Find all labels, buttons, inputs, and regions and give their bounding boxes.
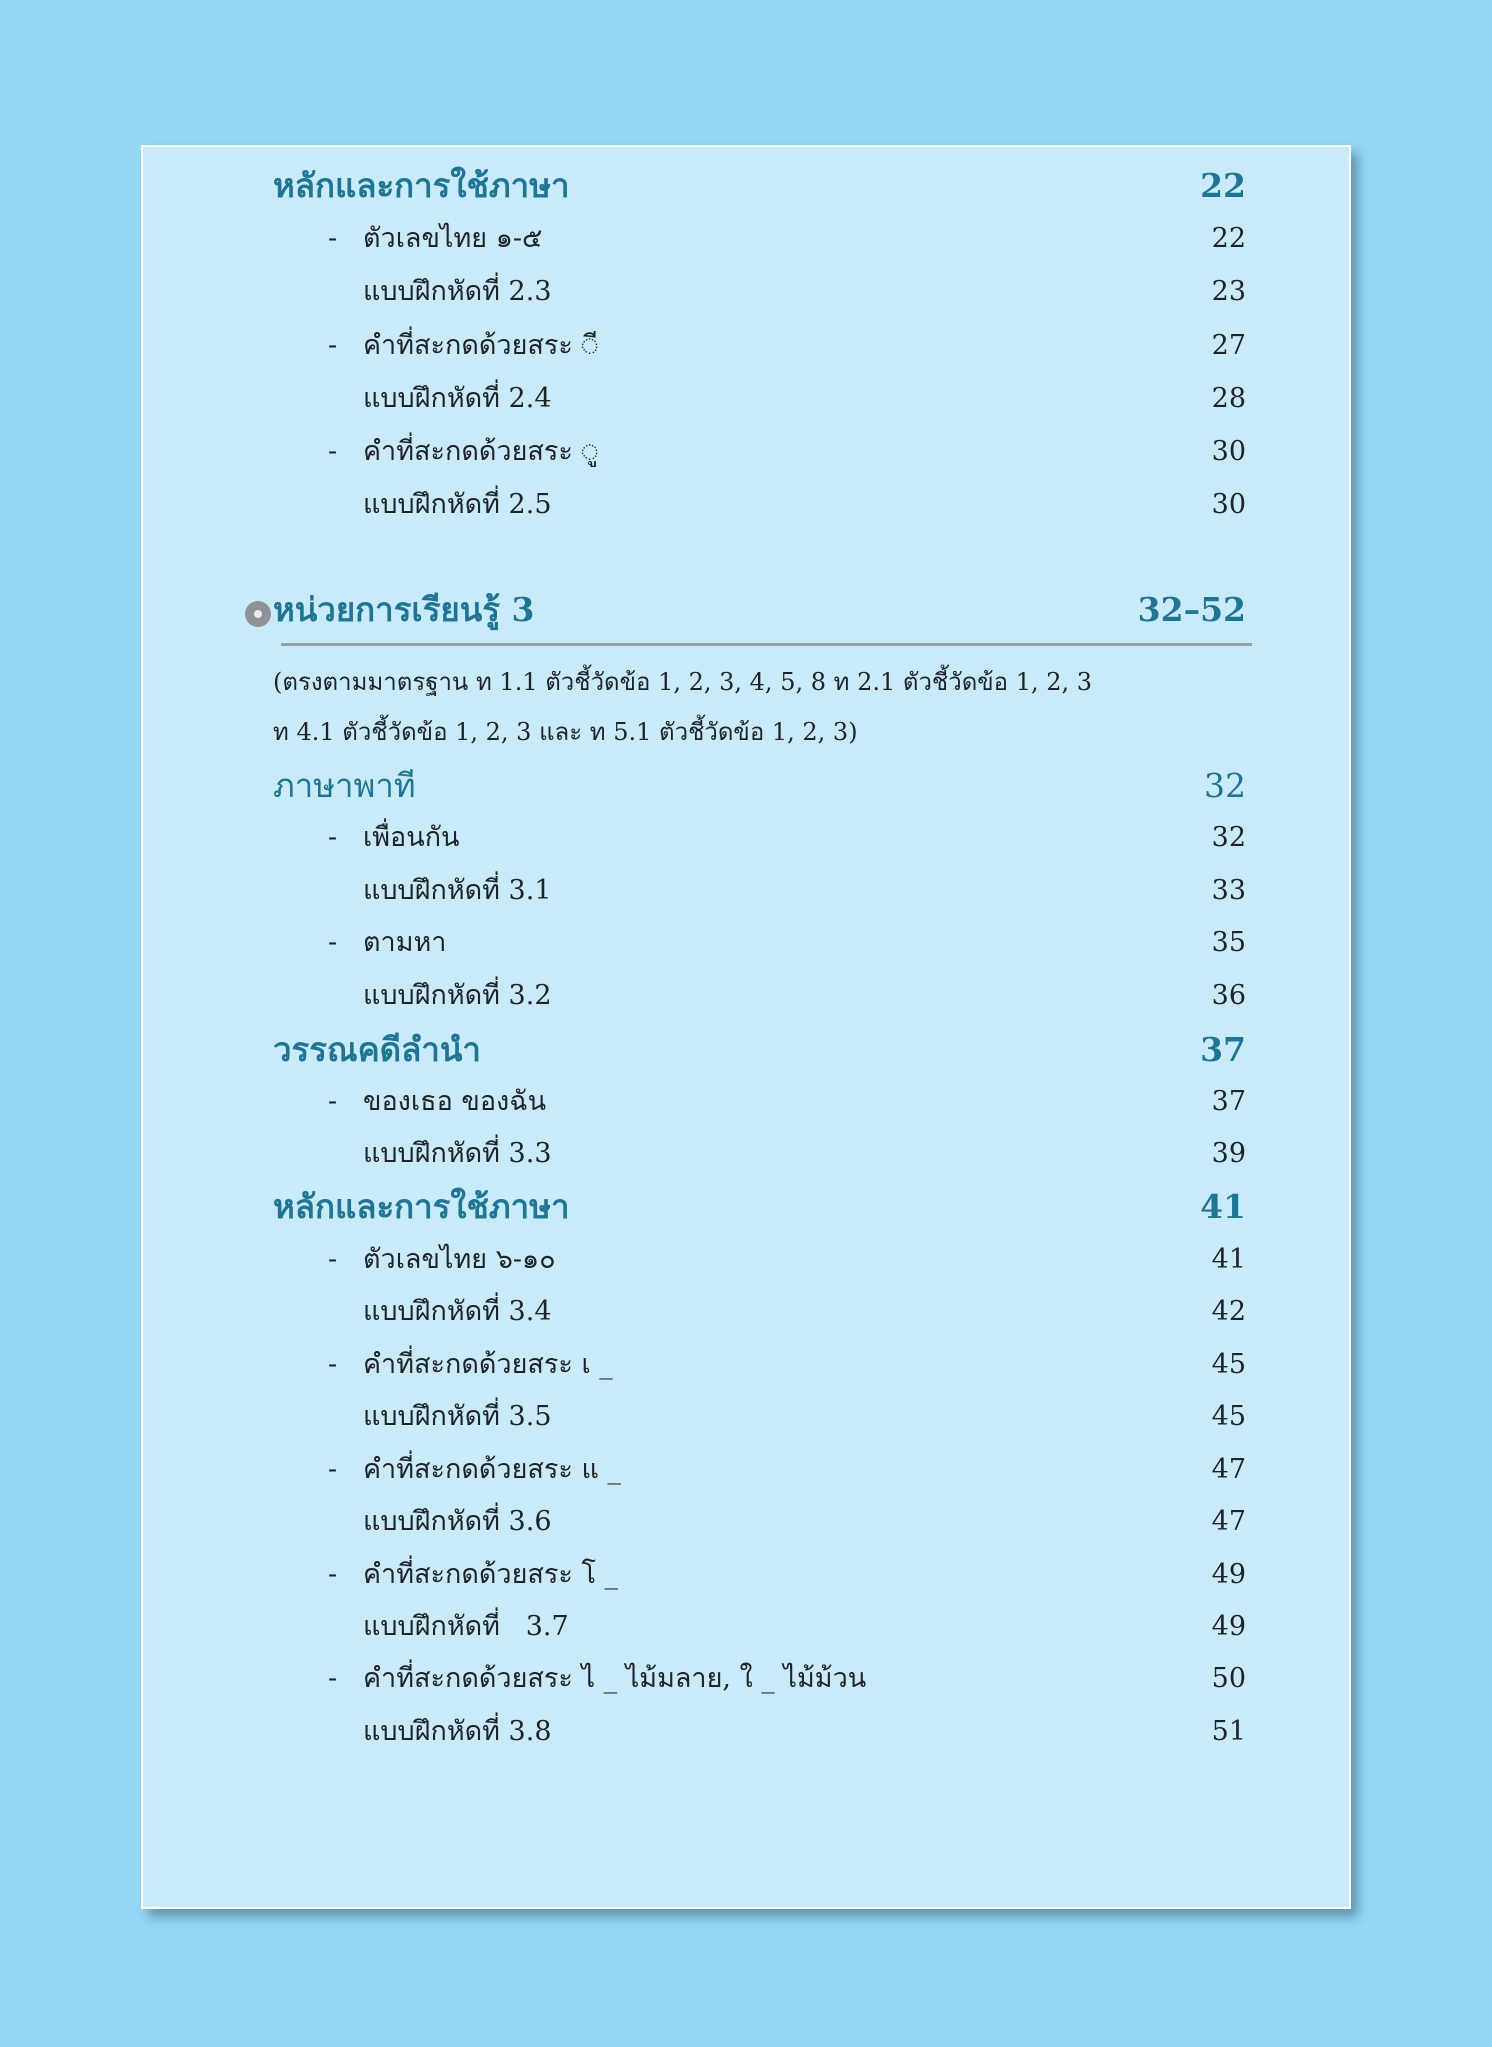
entry-label: คำที่สะกดด้วยสระ เ _ [363,1349,613,1380]
toc-entry[interactable] [273,1140,1246,1167]
dash-marker: - [328,1244,338,1275]
entry-page: 45 [1211,1349,1246,1380]
entry-page: 30 [1211,489,1246,520]
entry-label: ตามหา [363,927,447,958]
entry-label: ตัวเลขไทย ๖-๑๐ [363,1244,556,1275]
toc-heading-literature[interactable] [273,1030,1246,1069]
toc-entry[interactable] [273,1456,1246,1483]
toc-entry[interactable] [273,1246,1246,1273]
entry-page: 41 [1211,1244,1246,1275]
dash-marker: - [328,927,338,958]
heading-title: ภาษาพาที [273,766,416,805]
unit-pages: 32–52 [1137,590,1246,629]
entry-page: 39 [1211,1138,1246,1169]
toc-entry[interactable] [273,982,1246,1009]
dash-marker: - [328,1454,338,1485]
entry-label: คำที่สะกดด้วยสระ ไ _ ไม้มลาย, ใ _ ไม้ม้วน [363,1663,867,1694]
unit-title: หน่วยการเรียนรู้ 3 [273,590,535,629]
toc-entry[interactable] [273,332,1246,359]
entry-label: แบบฝึกหัดที่ 3.3 [363,1138,552,1169]
heading-page: 37 [1200,1030,1246,1069]
dash-marker: - [328,330,338,361]
entry-label: คำที่สะกดด้วยสระ ◌ี [363,330,599,361]
entry-page: 33 [1211,875,1246,906]
toc-heading-principles[interactable] [273,1187,1246,1226]
dash-marker: - [328,1349,338,1380]
toc-entry[interactable] [273,1508,1246,1535]
dash-marker: - [328,223,338,254]
entry-page: 45 [1211,1401,1246,1432]
toc-entry[interactable] [273,1403,1246,1430]
toc-entry[interactable] [273,877,1246,904]
entry-page: 36 [1211,980,1246,1011]
entry-page: 30 [1211,436,1246,467]
entry-label: แบบฝึกหัดที่ 3.6 [363,1506,552,1537]
entry-page: 32 [1211,822,1246,853]
entry-page: 37 [1211,1086,1246,1117]
toc-entry[interactable] [273,1718,1246,1745]
dash-marker: - [328,1559,338,1590]
dash-marker: - [328,822,338,853]
entry-label: ตัวเลขไทย ๑-๕ [363,223,543,254]
toc-entry[interactable] [273,1298,1246,1325]
toc-heading-phasa-phathi[interactable] [273,766,1246,805]
entry-page: 42 [1211,1296,1246,1327]
dash-marker: - [328,1663,338,1694]
heading-title: หลักและการใช้ภาษา [273,166,570,205]
entry-label: คำที่สะกดด้วยสระ โ _ [363,1559,619,1590]
entry-label: แบบฝึกหัดที่ 2.3 [363,276,552,307]
toc-entry[interactable] [273,929,1246,956]
toc-entry[interactable] [273,1088,1246,1115]
entry-page: 47 [1211,1454,1246,1485]
toc-heading-principles[interactable] [273,166,1246,205]
entry-label: แบบฝึกหัดที่ 2.4 [363,383,552,414]
entry-page: 50 [1211,1663,1246,1694]
toc-entry[interactable] [273,1665,1246,1692]
unit-bullet-icon [245,601,271,627]
entry-page: 27 [1211,330,1246,361]
toc-entry[interactable] [273,438,1246,465]
entry-page: 22 [1211,223,1246,254]
toc-entry[interactable] [273,1351,1246,1378]
toc-entry[interactable] [273,278,1246,305]
entry-label: ของเธอ ของฉัน [363,1086,547,1117]
entry-label: คำที่สะกดด้วยสระ แ _ [363,1454,621,1485]
dash-marker: - [328,436,338,467]
toc-entry[interactable] [273,824,1246,851]
toc-entry[interactable] [273,491,1246,518]
heading-page: 22 [1200,166,1246,205]
entry-page: 47 [1211,1506,1246,1537]
toc-entry[interactable] [273,1613,1246,1640]
entry-label: แบบฝึกหัดที่ 2.5 [363,489,552,520]
unit-standards-line-2: ท 4.1 ตัวชี้วัดข้อ 1, 2, 3 และ ท 5.1 ตัวชี้วัดข้อ 1, 2, 3) [273,718,858,746]
entry-label: แบบฝึกหัดที่ 3.1 [363,875,552,906]
entry-page: 28 [1211,383,1246,414]
entry-label: แบบฝึกหัดที่ 3.7 [363,1611,569,1642]
unit-divider [281,643,1252,646]
entry-page: 49 [1211,1611,1246,1642]
entry-label: เพื่อนกัน [363,822,460,853]
heading-page: 41 [1200,1187,1246,1226]
toc-page [141,145,1351,1909]
entry-page: 51 [1211,1716,1246,1747]
unit-standards-line-1: (ตรงตามมาตรฐาน ท 1.1 ตัวชี้วัดข้อ 1, 2, 3, 4, 5, 8 ท 2.1 ตัวชี้วัดข้อ 1, 2, 3 [273,668,1093,696]
entry-label: คำที่สะกดด้วยสระ ◌ู [363,436,599,467]
toc-unit-heading[interactable] [273,590,1246,629]
toc-entry[interactable] [273,225,1246,252]
entry-label: แบบฝึกหัดที่ 3.8 [363,1716,552,1747]
toc-entry[interactable] [273,385,1246,412]
entry-label: แบบฝึกหัดที่ 3.5 [363,1401,552,1432]
heading-page: 32 [1204,766,1246,805]
heading-title: วรรณคดีลำนำ [273,1030,481,1069]
toc-entry[interactable] [273,1561,1246,1588]
entry-label: แบบฝึกหัดที่ 3.2 [363,980,552,1011]
dash-marker: - [328,1086,338,1117]
entry-page: 23 [1211,276,1246,307]
entry-page: 35 [1211,927,1246,958]
entry-label: แบบฝึกหัดที่ 3.4 [363,1296,552,1327]
entry-page: 49 [1211,1559,1246,1590]
heading-title: หลักและการใช้ภาษา [273,1187,570,1226]
